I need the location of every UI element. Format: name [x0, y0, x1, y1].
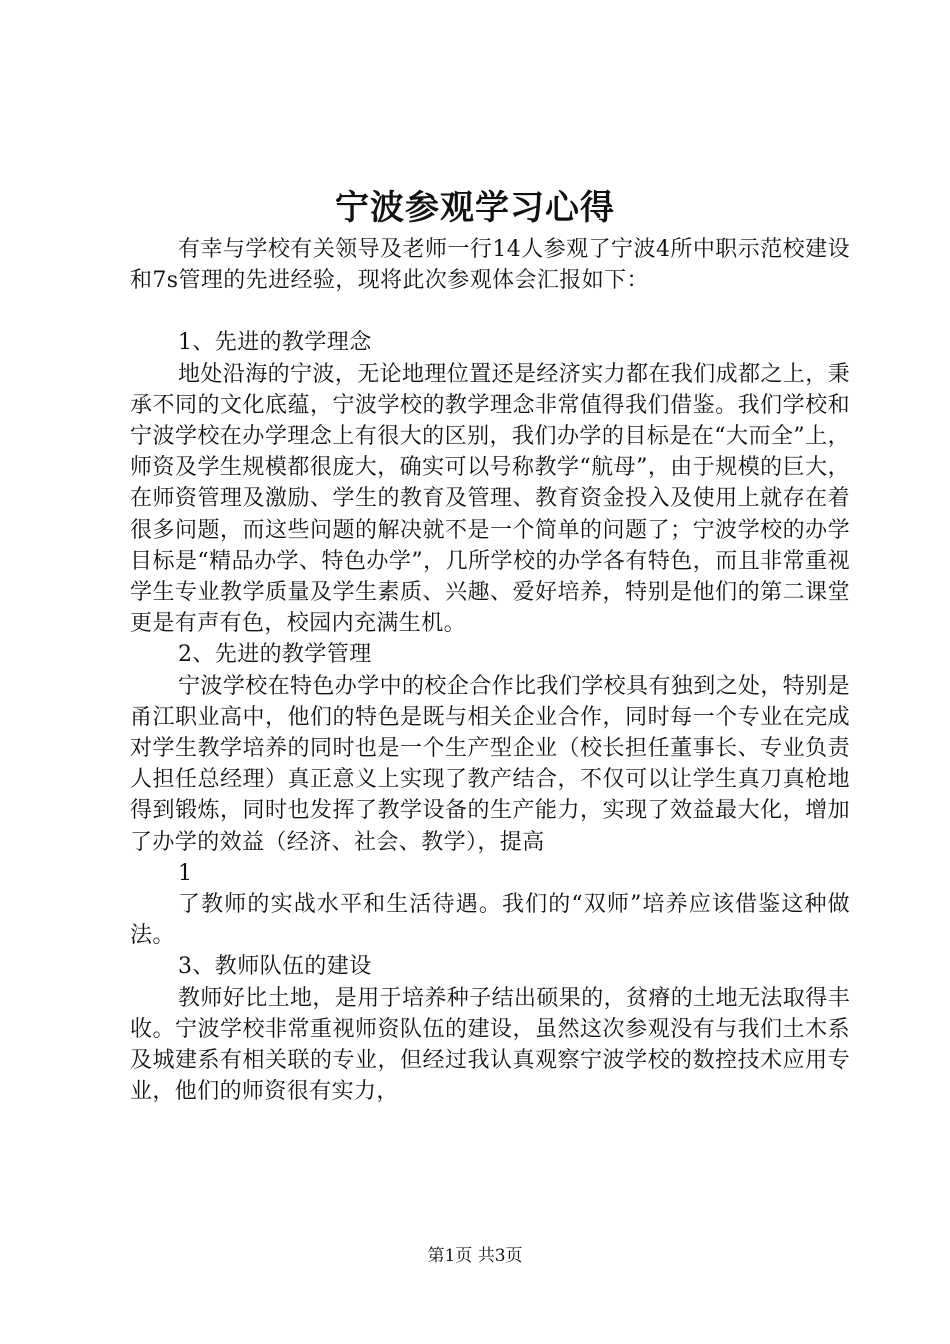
document-body: [130, 234, 850, 1107]
section-3-paragraph: 教师好比土地，是用于培养种子结出硕果的，贫瘠的土地无法取得丰收。宁波学校非常重视师资队伍的建设，虽然这次参观没有与我们土木系及城建系有相关联的专业，但经过我认真观察宁波学校的数控技术应用专业，他们的师资很有实力，: [130, 985, 851, 1105]
section-2-paragraph: 宁波学校在特色办学中的校企合作比我们学校具有独到之处，特别是甬江职业高中，他们的特色是既与相关企业合作，同时每一个专业在完成对学生教学培养的同时也是一个生产型企业（校长担任董事长、专业负责人担任总经理）真正意义上实现了教产结合，不仅可以让学生真刀真枪地得到锻炼，同时也发挥了教学设备的生产能力，实现了效益最大化，增加了办学的效益（经济、社会、教学），提高: [130, 673, 851, 855]
paragraph-spacer: [130, 296, 850, 327]
section-heading-3: 3、教师队伍的建设: [178, 954, 372, 980]
document-title: 宁波参观学习心得: [335, 188, 615, 228]
page-footer: 第1页 共3页: [427, 1246, 523, 1266]
section-heading-1: 1、先进的教学理念: [178, 330, 372, 356]
inline-page-number: 1: [178, 860, 193, 886]
section-2-continuation: 了教师的实战水平和生活待遇。我们的“双师”培养应该借鉴这种做法。: [130, 892, 850, 949]
section-1-paragraph: 地处沿海的宁波，无论地理位置还是经济实力都在我们成都之上，秉承不同的文化底蕴，宁波学校的教学理念非常值得我们借鉴。我们学校和宁波学校在办学理念上有很大的区别，我们办学的目标是在“大而全”上，师资及学生规模都很庞大，确实可以号称教学“航母”，由于规模的巨大，在师资管理及激励、学生的教育及管理、教育资金投入及使用上就存在着很多问题，而这些问题的解决就不是一个简单的问题了；宁波学校的办学目标是“精品办学、特色办学”，几所学校的办学各有特色，而且非常重视学生专业教学质量及学生素质、兴趣、爱好培养，特别是他们的第二课堂更是有声有色，校园内充满生机。: [130, 361, 851, 637]
intro-paragraph: 有幸与学校有关领导及老师一行14人参观了宁波4所中职示范校建设和7s管理的先进经验，现将此次参观体会汇报如下：: [130, 237, 850, 294]
section-heading-2: 2、先进的教学管理: [178, 642, 372, 668]
